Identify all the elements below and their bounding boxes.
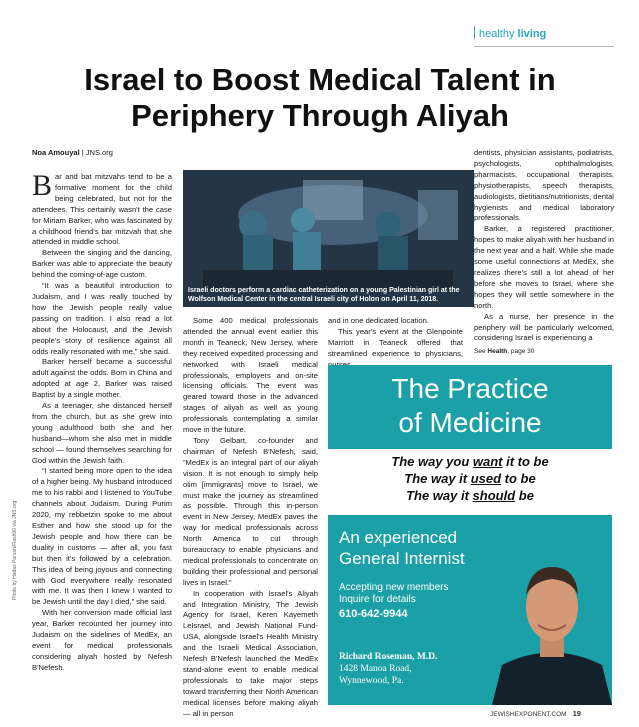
section-tag bbox=[474, 26, 546, 40]
section-divider bbox=[474, 46, 614, 47]
ad-tagline bbox=[328, 453, 612, 504]
headline-line-1: Israel to Boost Medical Talent in bbox=[84, 62, 556, 97]
article-column-2 bbox=[183, 316, 318, 720]
article-column-4 bbox=[474, 148, 614, 344]
photo-caption: Israeli doctors perform a cardiac catheterization on a young Palestinian girl at the Wolfson Medical Center in the central Israeli city of Holon on April 11, 2018. bbox=[188, 287, 460, 303]
section-prefix: healthy bbox=[479, 28, 515, 40]
article-paragraph: Between the singing and the dancing, Barker was able to appreciate the beauty behind the coming-of-age custom. bbox=[32, 248, 172, 280]
article-paragraph: This year's event at the Glenpointe Marriott in Teaneck offered that streamlined experience to physicians, bbox=[328, 326, 463, 358]
footer-site: JEWISHEXPONENT.COM bbox=[490, 711, 567, 718]
article-paragraph: As a nurse, her presence in the periphery will be particularly welcomed, considering Israel is experiencing a bbox=[474, 311, 614, 343]
article-paragraph: Some 400 medical professionals attended the annual event earlier this month in Teaneck, New Jersey, where they received expedited processing and networked with Israeli medical professionals, employers and on-site licensing officials. The event was geared toward those in the advanced stages of aliyah as well as young professionals contemplating a similar move in the future. bbox=[183, 316, 318, 435]
doctor-portrait bbox=[492, 545, 612, 705]
address-line-1: 1428 Manoa Road, bbox=[339, 664, 412, 674]
article-column-3 bbox=[328, 316, 463, 371]
ad-title-line-1: The Practice bbox=[391, 373, 549, 404]
ad-doctor-info bbox=[339, 651, 437, 687]
ad-experienced: An experienced General Internist bbox=[339, 528, 465, 568]
continued-link[interactable]: See Health, page 30 bbox=[474, 348, 535, 355]
section-suffix: living bbox=[517, 28, 547, 40]
doctor-name: Richard Roseman, M.D. bbox=[339, 652, 438, 662]
ad-title-line-2: of Medicine bbox=[398, 407, 542, 438]
article-column-1 bbox=[32, 169, 172, 674]
headline bbox=[20, 62, 620, 134]
ad-phone[interactable]: 610-642-9944 bbox=[339, 608, 408, 620]
article-paragraph: With her conversion made official last year, Barker recounted her journey into Judaism on the sidelines of MedEx, an event for medical professionals considering aliyah hosted by Nefesh B'Nefesh. bbox=[32, 608, 172, 672]
byline bbox=[32, 148, 113, 157]
continued-section: Health bbox=[487, 348, 508, 355]
article-paragraph: As a teenager, she distanced herself from the church, but as she grew into young adulthood both she and her husband—whom she also met in middle school — found themselves searching for God within the Jewish faith. bbox=[32, 401, 172, 465]
article-paragraph: Bar and bat mitzvahs tend to be a formative moment for the child being celebrated, but not for the attendees. This certainly wasn't the case for Miriam Barker, who was fascinated by a childhood friend's bar mitzvah that she attended in middle school. bbox=[32, 169, 172, 247]
ad-tagline-3: The way it should be bbox=[406, 488, 534, 503]
article-paragraph: In cooperation with Israel's Aliyah and Integration Ministry, The Jewish Agency for Israel, Keren Kayemeth LeIsrael, and Jewish National Fund-USA, alongside Israel's Health Ministry and the Israeli Medical Association, Nefesh B'Nefesh launched the MedEx stand-alone event to enable medical professionals to take major steps toward transferring their North American medical licenses before making aliyah — all in person bbox=[183, 588, 318, 718]
byline-source: | JNS.org bbox=[81, 148, 113, 157]
drop-cap: B bbox=[32, 169, 53, 202]
ad-accepting: Accepting new members Inquire for details bbox=[339, 582, 449, 605]
article-photo bbox=[183, 170, 474, 307]
ad-body bbox=[328, 515, 612, 705]
photo-credit: Photo by Hadas Parush/Flash90 via JNS.org bbox=[12, 500, 18, 600]
article-paragraph: “I started being more open to the idea of a higher being. My husband introduced me to his rabbi and I listened to YouTube channels about Judaism. During Purim 2020, my rebbetzin spoke to me about Esther and how she stood up for the Jewish people and how there can be duality in customs — after all, you fast but then it's followed by a celebration. This idea of being joyous and connecting with God everywhere really resonated with me. It was then I knew I wanted to be Jewish until the day I died,” she said. bbox=[32, 466, 172, 607]
article-paragraph: Barker, a registered practitioner, hopes to make aliyah with her husband in the next year and a half. While she made some useful connections at MedEx, she realizes there's still a lot ahead of her before she moves to Israel, where she hopes they will settle somewhere in the north. bbox=[474, 224, 614, 310]
page-footer bbox=[490, 709, 581, 718]
author: Noa Amouyal bbox=[32, 148, 80, 157]
advertisement[interactable] bbox=[328, 365, 612, 705]
ad-header bbox=[328, 365, 612, 449]
article-paragraph: “It was a beautiful introduction to Judaism, and I was really touched by how the Jewish people really value passing on tradition. I also read a lot about the Holocaust, and the Jewish people's story of resilience against all odds really resonated with me,” she said. bbox=[32, 281, 172, 356]
page-number: 19 bbox=[572, 709, 581, 718]
ad-tagline-1: The way you want it to be bbox=[391, 454, 549, 469]
article-paragraph: Tony Gelbart, co-founder and chairman of Nefesh B'Nefesh, said, “MedEx is an integral part of our aliyah vision. It is not enough to simply help olim [immigrants] move to Israel, we must make the journey as streamlined as possible. Through this in-person event in New Jersey, MedEx paves the way for medical professionals across North America to cut through bureaucracy to enable physicians and medical professionals to concentrate on building their professional and personal lives in Israel.” bbox=[183, 435, 318, 587]
headline-line-2: Periphery Through Aliyah bbox=[131, 98, 509, 133]
article-paragraph: Barker herself became a successful adult against the odds. Born in China and adopted at age 2, Barker was raised Baptist by a single mother. bbox=[32, 357, 172, 400]
article-paragraph: and in one dedicated location. bbox=[328, 316, 429, 325]
ad-tagline-2: The way it used to be bbox=[404, 471, 536, 486]
address-line-2: Wynnewood, Pa. bbox=[339, 676, 404, 686]
article-paragraph: dentists, physician assistants, podiatrists, psychologists, ophthalmologists, pharmacists, occupational therapists, physiotherapists, speech therapists, audiologists, dietitians/nutritionists, dental hygienists and medical laboratory professionals. bbox=[474, 148, 614, 223]
